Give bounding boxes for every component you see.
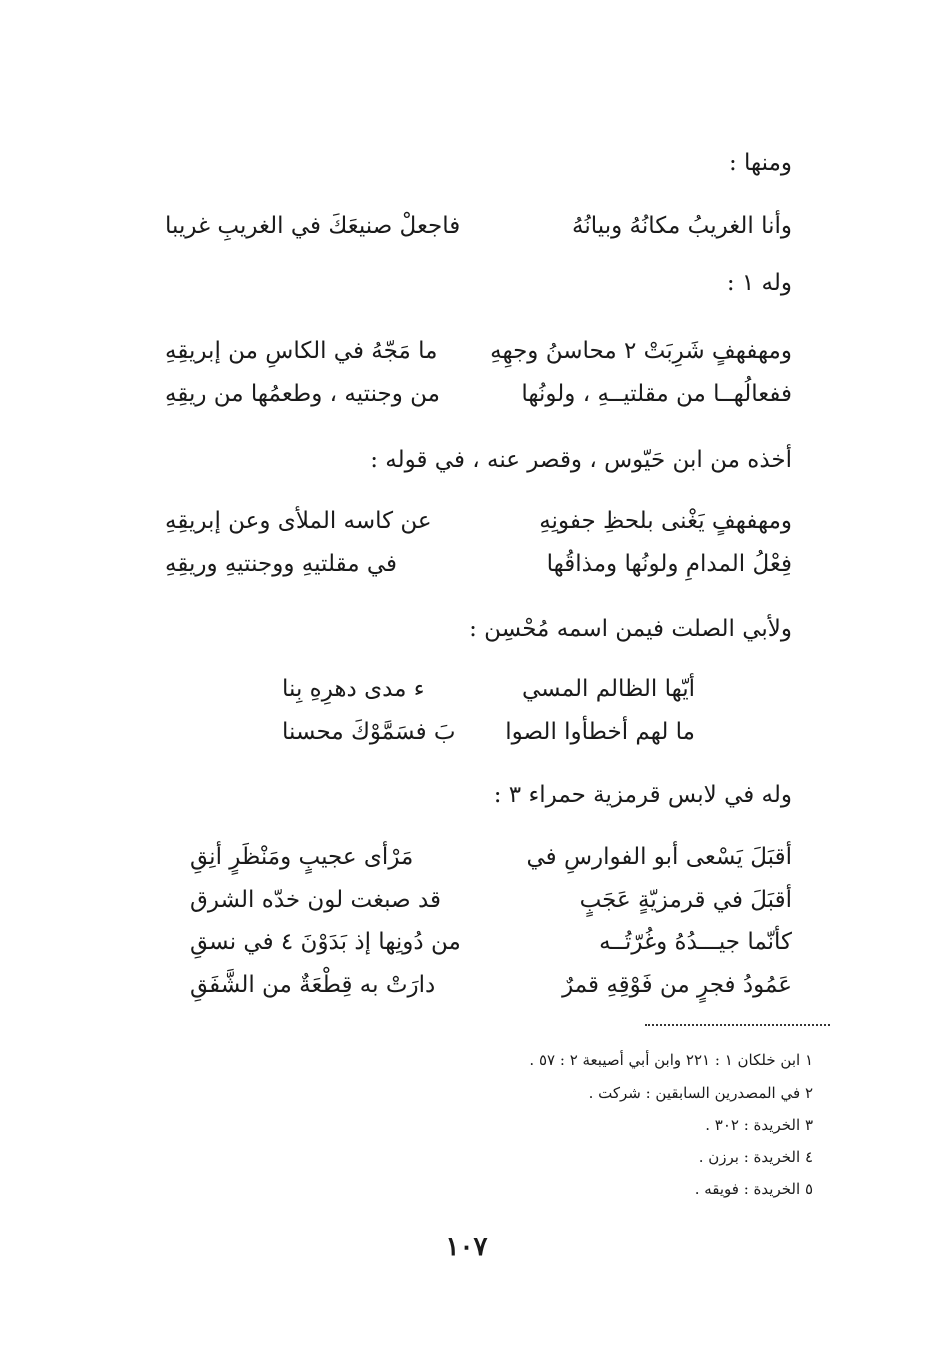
verse-first-hemistich: ومهفهفٍ شَرِبَتْ ٢ محاسنُ وجهِهِ (490, 338, 792, 364)
footnote: ٤ الخريدة : برزن . (698, 1148, 813, 1166)
intro-line: أخذه من ابن حَيّوس ، وقصر عنه ، في قوله : (370, 447, 792, 473)
footnote: ١ ابن خلكان ١ : ٢٢١ وابن أبي أصيبعة ٢ : ٥٧ . (529, 1051, 813, 1069)
footnote: ٣ الخريدة : ٣٠٢ . (705, 1116, 813, 1134)
verse-first-hemistich: أقبَلَ يَسْعى أبو الفوارسِ في (526, 844, 792, 870)
intro-line: وله في لابس قرمزية حمراء ٣ : (493, 782, 792, 808)
verse-first-hemistich: فِعْلُ المدامِ ولونُها ومذاقُها (546, 551, 792, 577)
footnote-separator (645, 1024, 830, 1026)
intro-line: ولأبي الصلت فيمن اسمه مُحْسِن : (469, 616, 792, 642)
intro-line: وله ١ : (726, 270, 792, 296)
verse-first-hemistich: ففعالُهــا من مقلتيــهِ ، ولونُها (521, 381, 792, 407)
verse-first-hemistich: وأنا الغريبُ مكانُهُ وبيانُهُ (572, 213, 792, 239)
verse-first-hemistich: ومهفهفٍ يَغْنى بلحظِ جفونِهِ (539, 508, 792, 534)
verse-second-hemistich: من وجنتيه ، وطعمُها من ريقِهِ (165, 381, 441, 407)
verse-first-hemistich: أقبَلَ في قرمزيّةٍ عَجَبٍ (579, 887, 792, 913)
verse-second-hemistich: من دُونِها إذ بَدَوْنَ ٤ في نسقِ (190, 929, 461, 955)
verse-first-hemistich: كأنّما جيـــدُهُ وغُرّتُــه (599, 929, 792, 955)
footnote: ٢ في المصدرين السابقين : شركت . (588, 1084, 813, 1102)
verse-second-hemistich: مَرْأى عجيبٍ ومَنْظَرٍ أنِقِ (190, 844, 414, 870)
verse-second-hemistich: ما مَجّهُ في الكاسِ من إبريقِهِ (165, 338, 438, 364)
verse-second-hemistich: فاجعلْ صنيعَكَ في الغريبِ غريبا (165, 213, 461, 239)
footnote: ٥ الخريدة : فويقه . (694, 1180, 813, 1198)
verse-second-hemistich: في مقلتيهِ ووجنتيهِ وريقِهِ (165, 551, 398, 577)
verse-first-hemistich: أيّها الظالم المسي (522, 676, 695, 702)
verse-second-hemistich: دارَتْ به قِطْعَةٌ من الشَّفَقِ (190, 972, 436, 998)
verse-second-hemistich: عن كاسه الملأى وعن إبريقِهِ (165, 508, 432, 534)
verse-second-hemistich: قد صبغت لون خدّه الشرق (190, 887, 442, 913)
verse-first-hemistich: عَمُودُ فجرٍ من فَوْقِهِ قمرٌ (562, 972, 792, 998)
verse-second-hemistich: ء مدى دهرِهِ بِنا (282, 676, 425, 702)
verse-second-hemistich: بَ فسَمَّوْكَ محسنا (282, 719, 456, 745)
verse-first-hemistich: ما لهم أخطأوا الصوا (505, 719, 695, 745)
page-number: ١٠٧ (445, 1232, 488, 1262)
intro-line: ومنها : (728, 150, 792, 176)
